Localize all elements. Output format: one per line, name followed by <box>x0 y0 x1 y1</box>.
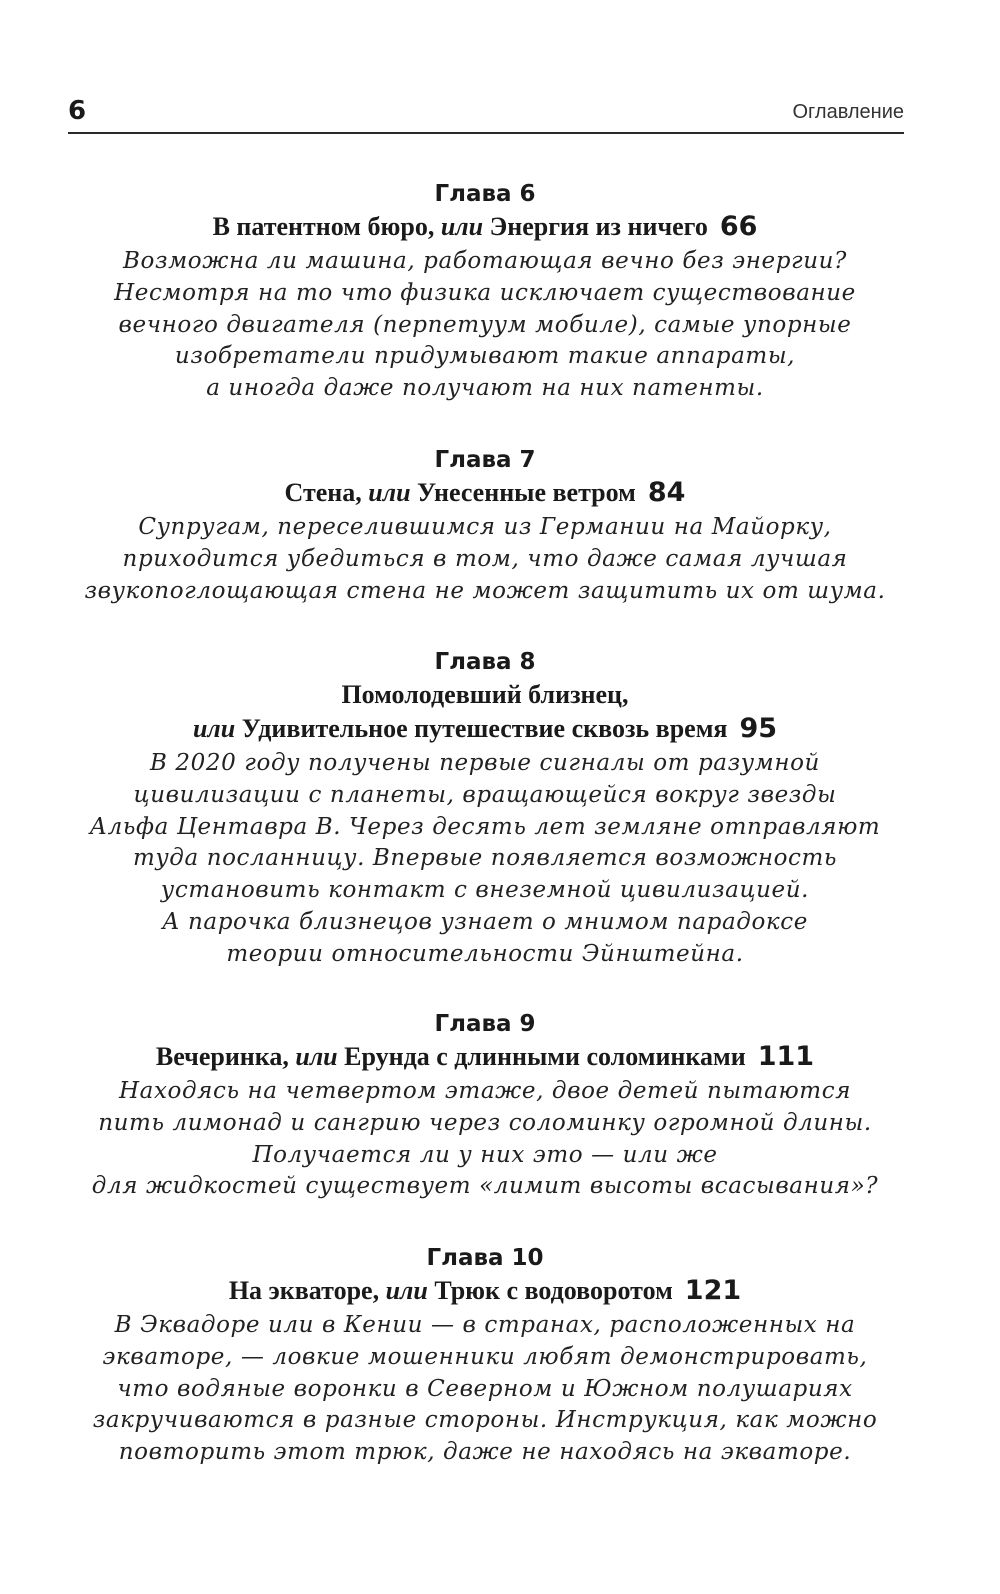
chapter-9 <box>60 1008 910 1203</box>
running-title: Оглавление <box>792 101 904 123</box>
chapter-title[interactable]: В патентном бюро, или Энергия из ничего 66 <box>212 211 758 242</box>
chapter-title[interactable]: Вечеринка, или Ерунда с длинными соломинками 111 <box>155 1041 815 1072</box>
chapter-label: Глава 6 <box>434 181 536 207</box>
chapter-6 <box>60 178 910 405</box>
chapter-page-number: 111 <box>757 1041 815 1072</box>
chapter-page-number: 95 <box>739 713 778 744</box>
chapter-title[interactable]: На экваторе, или Трюк с водоворотом 121 <box>228 1275 742 1306</box>
chapter-label: Глава 9 <box>434 1011 536 1037</box>
chapter-10 <box>60 1242 910 1469</box>
chapter-description: Супругам, переселившимся из Германии на Майорку, приходится убедиться в том, что даже самая лучшая звукопоглощающая стена не может защитить их от шума. <box>84 514 886 604</box>
chapter-description: В 2020 году получены первые сигналы от разумной цивилизации с планеты, вращающейся вокруг звезды Альфа Центавра В. Через десять лет земляне отправляют туда посланницу. Впервые появляется возможность установить контакт с внеземной цивилизацией. А парочка близнецов узнает о мнимом парадоксе теории относительности Эйнштейна. <box>89 750 881 967</box>
chapter-title[interactable]: Стена, или Унесенные ветром 84 <box>284 477 686 508</box>
chapter-description: Возможна ли машина, работающая вечно без энергии? Несмотря на то что физика исключает существование вечного двигателя (перпетуум мобиле), самые упорные изобретатели придумывают такие аппараты, а иногда даже получают на них патенты. <box>114 248 856 402</box>
chapter-label: Глава 7 <box>434 447 536 473</box>
chapter-page-number: 121 <box>684 1275 742 1306</box>
chapter-description: В Эквадоре или в Кении — в странах, расположенных на экваторе, — ловкие мошенники любят демонстрировать, что водяные воронки в Северном и Южном полушариях закручиваются в разные стороны. Инструкция, как можно повторить этот трюк, даже не находясь на экваторе. <box>92 1312 878 1466</box>
chapter-label: Глава 8 <box>434 649 536 675</box>
chapter-7 <box>60 444 910 607</box>
chapter-title[interactable]: Помолодевший близнец, или Удивительное путешествие сквозь время 95 <box>192 680 778 744</box>
chapter-page-number: 66 <box>719 211 758 242</box>
chapter-label: Глава 10 <box>426 1245 544 1271</box>
chapter-8 <box>60 646 910 971</box>
page-header <box>68 96 904 134</box>
chapter-description: Находясь на четвертом этаже, двое детей пытаются пить лимонад и сангрию через соломинку огромной длины. Получается ли у них это — или же для жидкостей существует «лимит высоты всасывания»? <box>91 1078 879 1200</box>
page-number: 6 <box>68 96 87 126</box>
chapter-page-number: 84 <box>647 477 686 508</box>
